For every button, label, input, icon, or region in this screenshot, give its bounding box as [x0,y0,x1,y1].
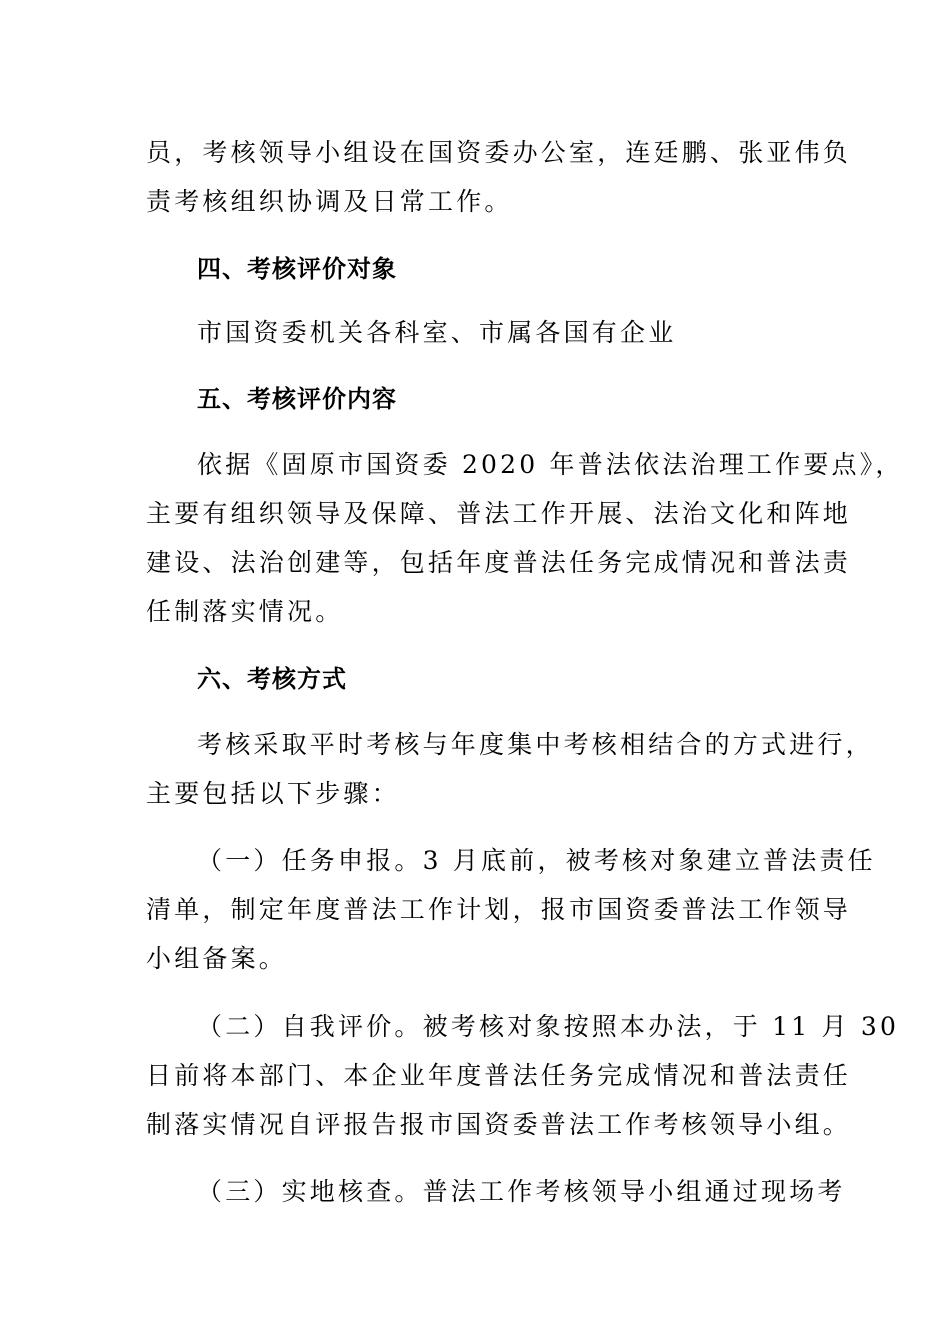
paragraph-line: （一）任务申报。3 月底前，被考核对象建立普法责任 [197,846,876,875]
paragraph-line: 考核采取平时考核与年度集中考核相结合的方式进行， [197,730,874,759]
paragraph-line: （三）实地核查。普法工作考核领导小组通过现场考 [197,1177,846,1206]
paragraph-line: 清单，制定年度普法工作计划，报市国资委普法工作领导 [146,895,852,924]
paragraph-line: 员，考核领导小组设在国资委办公室，连廷鹏、张亚伟负 [146,138,852,167]
paragraph-line: 责考核组织协调及日常工作。 [146,187,513,216]
paragraph-line: 建设、法治创建等，包括年度普法任务完成情况和普法责 [146,548,852,577]
paragraph-line: 依据《固原市国资委 2020 年普法依法治理工作要点》， [197,450,904,479]
paragraph-line: 主要有组织领导及保障、普法工作开展、法治文化和阵地 [146,499,852,528]
section-heading-4: 四、考核评价对象 [197,255,397,283]
paragraph-line: 小组备案。 [146,944,288,973]
paragraph-line: 制落实情况自评报告报市国资委普法工作考核领导小组。 [146,1110,852,1139]
paragraph-line: （二）自我评价。被考核对象按照本办法，于 11 月 30 [197,1012,900,1041]
paragraph-line: 任制落实情况。 [146,597,344,626]
paragraph-line: 市国资委机关各科室、市属各国有企业 [197,318,677,347]
section-heading-5: 五、考核评价内容 [197,385,397,413]
section-heading-6: 六、考核方式 [197,665,347,693]
paragraph-line: 主要包括以下步骤： [146,779,400,808]
paragraph-line: 日前将本部门、本企业年度普法任务完成情况和普法责任 [146,1061,852,1090]
